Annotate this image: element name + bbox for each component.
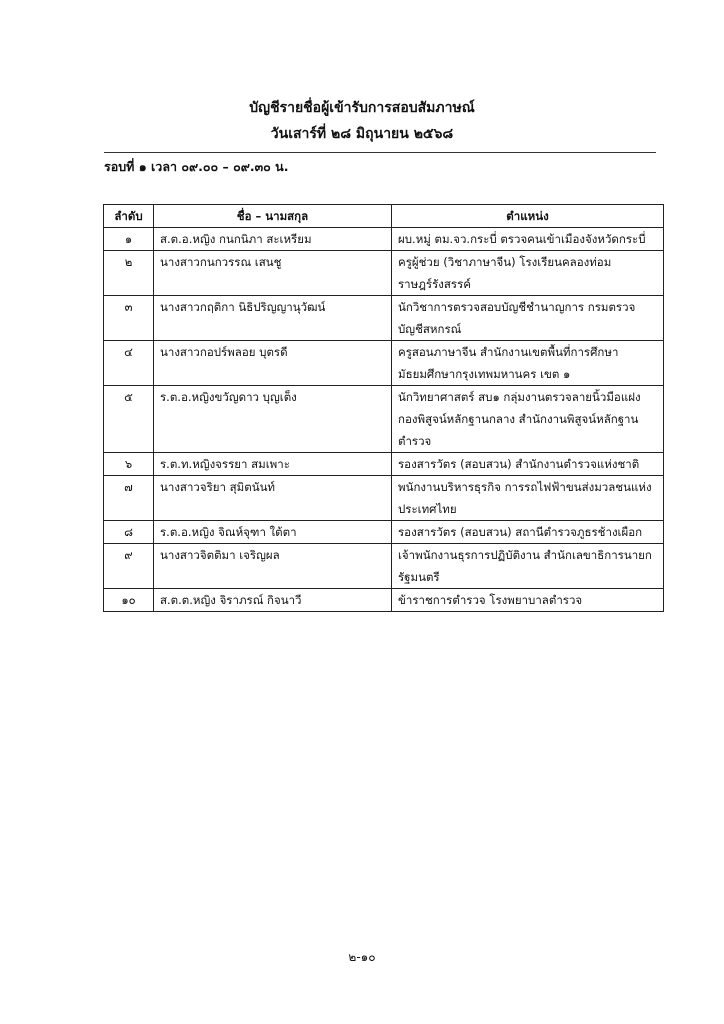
row-no: ๖: [104, 453, 154, 476]
table-row: [104, 544, 664, 589]
row-position: ครูผู้ช่วย (วิชาภาษาจีน) โรงเรียนคลองท่อมราษฎร์รังสรรค์: [392, 251, 664, 296]
row-no: ๘: [104, 521, 154, 544]
table-row: [104, 228, 664, 251]
row-no: ๓: [104, 296, 154, 341]
row-name: ร.ต.อ.หญิง จิณห์จุฑา ใต้ตา: [154, 521, 392, 544]
row-name: นางสาวกฤติกา นิธิปริญญานุวัฒน์: [154, 296, 392, 341]
table-row: [104, 341, 664, 386]
row-position: รองสารวัตร (สอบสวน) สถานีตำรวจภูธรช้างเผือก: [392, 521, 664, 544]
row-no: ๑๐: [104, 589, 154, 612]
row-name: นางสาวกนกวรรณ เสนชู: [154, 251, 392, 296]
row-name: ส.ต.อ.หญิง กนกนิภา สะเหรียม: [154, 228, 392, 251]
row-name: นางสาวกอปร์พลอย บุตรดี: [154, 341, 392, 386]
table-row: [104, 251, 664, 296]
table-row: [104, 296, 664, 341]
row-position: นักวิทยาศาสตร์ สบ๑ กลุ่มงานตรวจลายนิ้วมือแฝง กองพิสูจน์หลักฐานกลาง สำนักงานพิสูจน์หลักฐานตำรวจ: [392, 386, 664, 453]
row-no: ๔: [104, 341, 154, 386]
table-header-row: [104, 205, 664, 228]
header-position: ตำแหน่ง: [392, 205, 664, 228]
header-name: ชื่อ – นามสกุล: [154, 205, 392, 228]
row-no: ๗: [104, 476, 154, 521]
row-no: ๕: [104, 386, 154, 453]
row-position: ครูสอนภาษาจีน สำนักงานเขตพื้นที่การศึกษามัธยมศึกษากรุงเทพมหานคร เขต ๑: [392, 341, 664, 386]
row-position: เจ้าพนักงานธุรการปฏิบัติงาน สำนักเลขาธิการนายกรัฐมนตรี: [392, 544, 664, 589]
row-position: นักวิชาการตรวจสอบบัญชีชำนาญการ กรมตรวจบัญชีสหกรณ์: [392, 296, 664, 341]
row-no: ๒: [104, 251, 154, 296]
row-name: ส.ต.ต.หญิง จิราภรณ์ กิจนาวี: [154, 589, 392, 612]
document-date: วันเสาร์ที่ ๒๘ มิถุนายน ๒๕๖๘: [270, 126, 454, 142]
row-position: ข้าราชการตำรวจ โรงพยาบาลตำรวจ: [392, 589, 664, 612]
table-row: [104, 476, 664, 521]
row-name: นางสาวจริยา สุมิตนันท์: [154, 476, 392, 521]
row-position: รองสารวัตร (สอบสวน) สำนักงานตำรวจแห่งชาติ: [392, 453, 664, 476]
page-number: ๒-๑๐: [348, 950, 376, 964]
row-no: ๙: [104, 544, 154, 589]
row-position: ผบ.หมู่ ตม.จว.กระบี่ ตรวจคนเข้าเมืองจังหวัดกระบี่: [392, 228, 664, 251]
table-row: [104, 386, 664, 453]
row-position: พนักงานบริหารธุรกิจ การรถไฟฟ้าขนส่งมวลชนแห่งประเทศไทย: [392, 476, 664, 521]
table-row: [104, 521, 664, 544]
round-label: รอบที่ ๑ เวลา ๐๙.๐๐ – ๐๙.๓๐ น.: [104, 159, 289, 174]
document-title: บัญชีรายชื่อผู้เข้ารับการสอบสัมภาษณ์: [249, 100, 475, 116]
row-name: ร.ต.อ.หญิงขวัญดาว บุญเต็ง: [154, 386, 392, 453]
row-no: ๑: [104, 228, 154, 251]
table-row: [104, 453, 664, 476]
candidates-table: [103, 204, 664, 612]
table-row: [104, 589, 664, 612]
title-divider: [104, 152, 656, 153]
row-name: ร.ต.ท.หญิงจรรยา สมเพาะ: [154, 453, 392, 476]
header-no: ลำดับ: [104, 205, 154, 228]
row-name: นางสาวจิตติมา เจริญผล: [154, 544, 392, 589]
